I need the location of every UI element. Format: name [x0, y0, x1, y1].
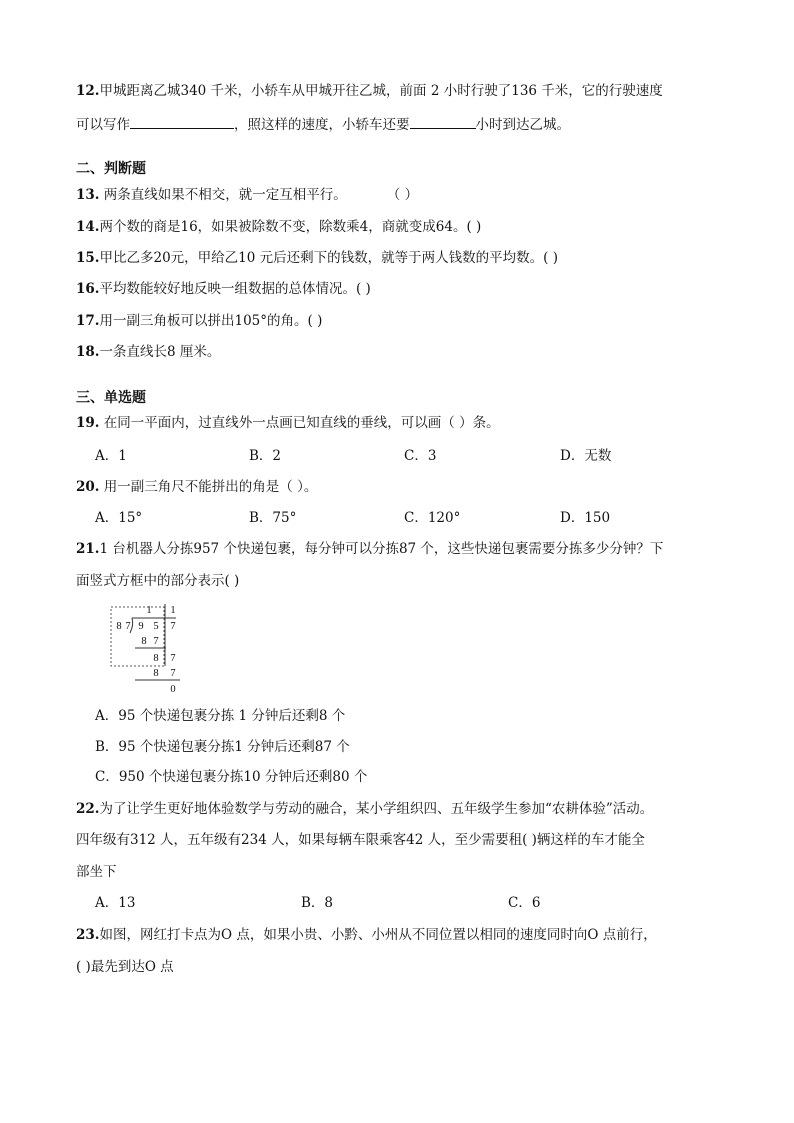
q16-text: 平均数能较好地反映一组数据的总体情况。( )	[99, 281, 371, 297]
q19-option-a[interactable]: A．1	[95, 448, 127, 464]
q20-option-c[interactable]: C．120°	[404, 510, 461, 526]
q23-text-line1: 如图，网红打卡点为O 点，如果小贵、小黔、小州从不同位置以相同的速度同时向O 点前行，	[99, 927, 657, 943]
long-division-figure	[108, 604, 188, 696]
q21-text-line1: 1 台机器人分拣957 个快递包裹，每分钟可以分拣87 个，这些快递包裹需要分拣多少分钟？下	[99, 541, 664, 557]
dividend-digit-1: 9	[138, 621, 144, 632]
section-single-choice-heading: 三、单选题	[76, 390, 146, 406]
q22-text-line1: 为了让学生更好地体验数学与劳动的融合，某小学组织四、五年级学生参加“农耕体验”活动。	[99, 801, 654, 817]
q15-number: 15.	[76, 250, 100, 266]
quotient-digit-tens: 1	[146, 605, 152, 616]
q21-option-b[interactable]: B．95 个快递包裹分拣1 分钟后还剩87 个	[95, 739, 350, 755]
q22-option-b[interactable]: B．8	[301, 895, 334, 911]
q14-text: 两个数的商是16，如果被除数不变，除数乘4，商就变成64。( )	[99, 219, 482, 235]
q12-blank-hours[interactable]	[410, 114, 476, 129]
q19-text: 在同一平面内，过直线外一点画已知直线的垂线，可以画（ ）条。	[99, 415, 500, 431]
subtract2-digit-2: 7	[170, 668, 176, 679]
q12-text-a: 可以写作	[76, 117, 130, 133]
q12-line1	[76, 81, 663, 101]
q14	[76, 217, 481, 237]
q17	[76, 311, 322, 331]
q20	[76, 477, 317, 497]
q19-number: 19.	[76, 415, 100, 431]
q20-text: 用一副三角尺不能拼出的角是（ ）。	[99, 479, 318, 495]
q21-option-a[interactable]: A．95 个快递包裹分拣 1 分钟后还剩8 个	[95, 708, 346, 724]
q14-number: 14.	[76, 219, 100, 235]
q19-option-d[interactable]: D．无数	[560, 448, 612, 464]
divisor-digit-2: 7	[125, 621, 131, 632]
q19-option-b[interactable]: B．2	[249, 448, 282, 464]
q19-option-c[interactable]: C．3	[404, 448, 437, 464]
q16	[76, 279, 371, 299]
q21-number: 21.	[76, 541, 100, 557]
q23-line2: ( )最先到达O 点	[76, 959, 174, 975]
q15-text: 甲比乙多20元，甲给乙10 元后还剩下的钱数，就等于两人钱数的平均数。( )	[99, 250, 558, 266]
q19	[76, 413, 500, 433]
q18	[76, 342, 220, 362]
q20-option-b[interactable]: B．75°	[249, 510, 297, 526]
q13-answer-paren[interactable]: （ ）	[386, 187, 419, 203]
q21-line2: 面竖式方框中的部分表示( )	[76, 573, 240, 589]
section-judgement-heading: 二、判断题	[76, 161, 146, 177]
q22-option-c[interactable]: C．6	[508, 895, 541, 911]
q17-number: 17.	[76, 313, 100, 329]
q20-option-a[interactable]: A．15°	[95, 510, 143, 526]
q22-line3: 部坐下	[76, 864, 117, 880]
q18-number: 18.	[76, 344, 100, 360]
dividend-digit-3: 7	[170, 621, 176, 632]
q12-blank-speed[interactable]	[130, 114, 234, 129]
q22-number: 22.	[76, 801, 100, 817]
q21-line1	[76, 539, 663, 559]
q20-option-d[interactable]: D．150	[560, 510, 611, 526]
q22-line1	[76, 799, 653, 819]
final-remainder: 0	[170, 684, 176, 695]
subtract2-digit-1: 8	[153, 668, 159, 679]
q12-number: 12.	[76, 83, 100, 99]
subtract1-digit-1: 8	[141, 636, 147, 647]
q13	[76, 185, 418, 205]
quotient-digit-ones: 1	[170, 605, 176, 616]
q13-text: 两条直线如果不相交，就一定互相平行。	[99, 187, 347, 203]
q12-text-b: ，照这样的速度，小轿车还要	[234, 117, 410, 133]
q20-number: 20.	[76, 479, 100, 495]
dividend-digit-2: 5	[153, 621, 159, 632]
q15	[76, 248, 558, 268]
q23-number: 23.	[76, 927, 100, 943]
q12-text-c: 小时到达乙城。	[475, 117, 570, 133]
q12-line2	[76, 114, 570, 135]
q22-option-a[interactable]: A．13	[95, 895, 136, 911]
q22-line2: 四年级有312 人，五年级有234 人，如果每辆车限乘客42 人，至少需要租( )辆这样的车才能全	[76, 832, 645, 848]
remainder1-digit-1: 8	[153, 653, 159, 664]
long-division-lines	[108, 604, 188, 696]
remainder1-digit-2: 7	[170, 653, 176, 664]
q13-number: 13.	[76, 187, 100, 203]
q12-text-line1: 甲城距离乙城340 千米，小轿车从甲城开往乙城，前面 2 小时行驶了136 千米，它的行驶速度	[99, 83, 663, 99]
q17-text: 用一副三角板可以拼出105°的角。( )	[99, 313, 323, 329]
q21-option-c[interactable]: C．950 个快递包裹分拣10 分钟后还剩80 个	[95, 769, 368, 785]
q18-text: 一条直线长8 厘米。	[99, 344, 221, 360]
subtract1-digit-2: 7	[153, 636, 159, 647]
q23-line1	[76, 925, 657, 945]
divisor-digit-1: 8	[116, 621, 122, 632]
q16-number: 16.	[76, 281, 100, 297]
